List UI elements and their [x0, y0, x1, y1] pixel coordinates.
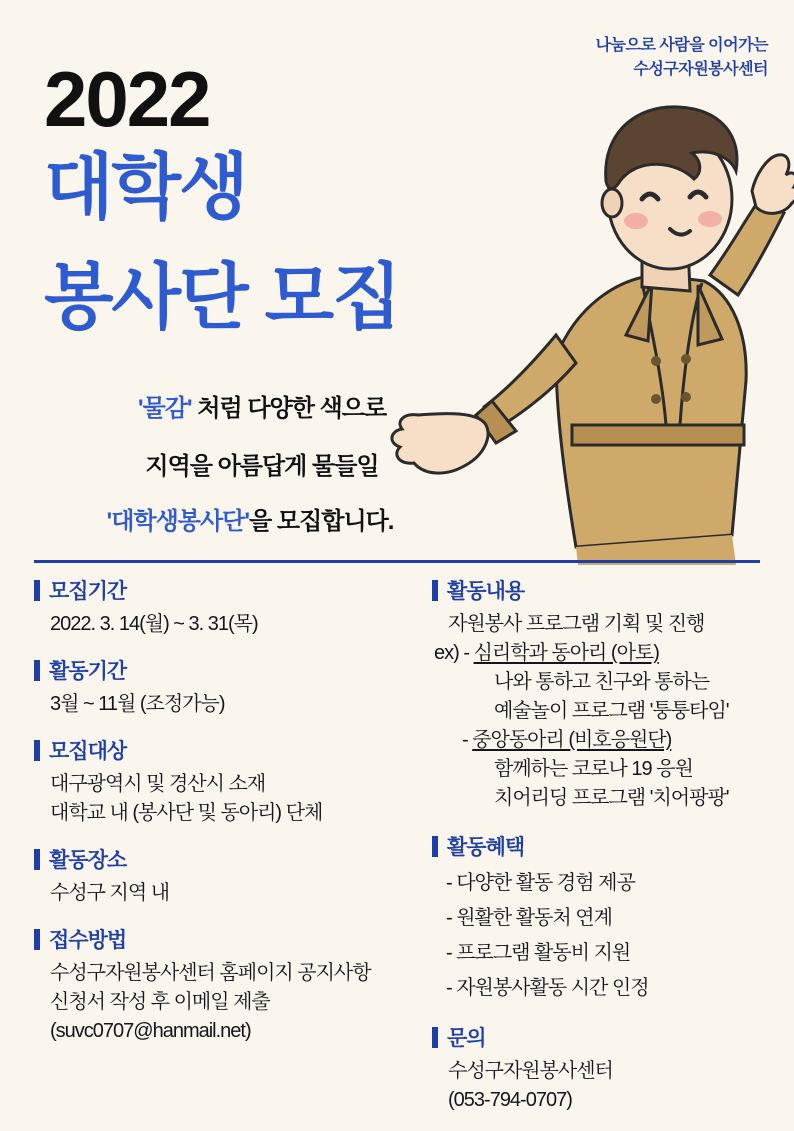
subtitle-line-1 — [138, 392, 386, 426]
body-line: 3월 ~ 11월 (조정가능) — [50, 693, 225, 715]
section-heading-label: 활동혜택 — [447, 836, 525, 859]
example-2-detail-2: 치어리딩 프로그램 '치어팡팡' — [494, 787, 729, 809]
section-heading — [34, 575, 404, 605]
contact-name: 수성구자원봉사센터 — [448, 1060, 613, 1082]
section-target — [34, 735, 404, 828]
section-location — [34, 844, 404, 908]
section-body — [34, 879, 404, 908]
email-line: (suvc0707@hanmail.net) — [50, 1020, 251, 1042]
section-activity-period — [34, 655, 404, 719]
activity-example-2 — [448, 726, 772, 755]
activity-example-1 — [434, 639, 772, 668]
subtitle-line-3 — [107, 505, 394, 539]
section-heading — [432, 575, 772, 605]
section-heading — [432, 831, 772, 861]
example-1-title: 심리학과 동아리 (아토) — [473, 642, 659, 664]
subtitle-line-3-rest: 을 모집합니다. — [249, 508, 394, 535]
section-body — [34, 690, 404, 719]
right-column — [432, 575, 772, 1131]
body-line: 대구광역시 및 경산시 소재 — [50, 773, 266, 795]
subtitle-line-2: 지역을 아름답게 물들일 — [145, 453, 379, 480]
section-body — [432, 866, 772, 1006]
bullet-bar-icon — [34, 849, 40, 870]
example-2-title: 중앙동아리 (비호응원단) — [472, 729, 672, 751]
poster-title-line2: 봉사단 모집 — [44, 258, 400, 338]
bullet-bar-icon — [34, 660, 40, 681]
section-body — [432, 610, 772, 813]
section-application-method — [34, 924, 404, 1046]
example-2-detail-1: 함께하는 코로나 19 응원 — [494, 758, 693, 780]
subtitle-highlight-team: '대학생봉사단' — [106, 508, 250, 535]
body-line: 대학교 내 (봉사단 및 동아리) 단체 — [50, 802, 323, 824]
bullet-bar-icon — [432, 836, 438, 857]
poster-year: 2022 — [44, 55, 210, 143]
section-heading-label: 문의 — [447, 1027, 486, 1050]
subtitle-highlight-paint: '물감' — [137, 395, 192, 422]
body-line: 수성구 지역 내 — [50, 882, 170, 904]
bullet-bar-icon — [34, 929, 40, 950]
subtitle-line-1-rest: 처럼 다양한 색으로 — [191, 395, 387, 422]
section-heading — [34, 735, 404, 765]
section-body — [34, 959, 404, 1046]
example-1-detail-2: 예술놀이 프로그램 '퉁퉁타임' — [494, 700, 729, 722]
benefit-line: - 다양한 활동 경험 제공 — [446, 872, 635, 894]
waving-person-illustration — [380, 95, 794, 565]
horizontal-divider — [34, 560, 760, 563]
benefit-line: - 프로그램 활동비 지원 — [446, 942, 631, 964]
section-heading — [34, 924, 404, 954]
section-body — [34, 770, 404, 828]
section-heading-label: 모집기간 — [49, 580, 127, 603]
left-column — [34, 575, 404, 1062]
contact-phone: (053-794-0707) — [448, 1089, 572, 1111]
body-line: 수성구자원봉사센터 홈페이지 공지사항 — [50, 962, 371, 984]
benefit-line: - 원활한 활동처 연계 — [446, 907, 612, 929]
section-heading-label: 모집대상 — [49, 740, 127, 763]
body-line: 신청서 작성 후 이메일 제출 — [50, 991, 270, 1013]
example-1-detail-1: 나와 통하고 친구와 통하는 — [494, 671, 710, 693]
bullet-bar-icon — [34, 580, 40, 601]
organization-block — [596, 34, 768, 82]
activity-intro: 자원봉사 프로그램 기획 및 진행 — [448, 613, 705, 635]
section-activity-content — [432, 575, 772, 813]
section-heading-label: 접수방법 — [49, 929, 127, 952]
section-heading — [34, 655, 404, 685]
benefit-line: - 자원봉사활동 시간 인정 — [446, 977, 649, 999]
example-2-dash: - — [462, 729, 473, 751]
section-body — [432, 1057, 772, 1115]
section-heading-label: 활동내용 — [447, 580, 525, 603]
section-benefits — [432, 831, 772, 1006]
bullet-bar-icon — [432, 580, 438, 601]
organization-tagline: 나눔으로 사람을 이어가는 — [595, 37, 768, 54]
bullet-bar-icon — [34, 740, 40, 761]
body-line: 2022. 3. 14(월) ~ 3. 31(목) — [50, 613, 258, 635]
section-heading-label: 활동장소 — [49, 849, 127, 872]
section-contact — [432, 1022, 772, 1115]
example-label: ex) - — [434, 642, 474, 664]
poster-title-line1: 대학생 — [44, 148, 247, 228]
section-body — [34, 610, 404, 639]
section-heading — [34, 844, 404, 874]
bullet-bar-icon — [432, 1027, 438, 1048]
section-recruit-period — [34, 575, 404, 639]
section-heading — [432, 1022, 772, 1052]
section-heading-label: 활동기간 — [49, 660, 127, 683]
organization-name: 수성구자원봉사센터 — [633, 61, 768, 78]
